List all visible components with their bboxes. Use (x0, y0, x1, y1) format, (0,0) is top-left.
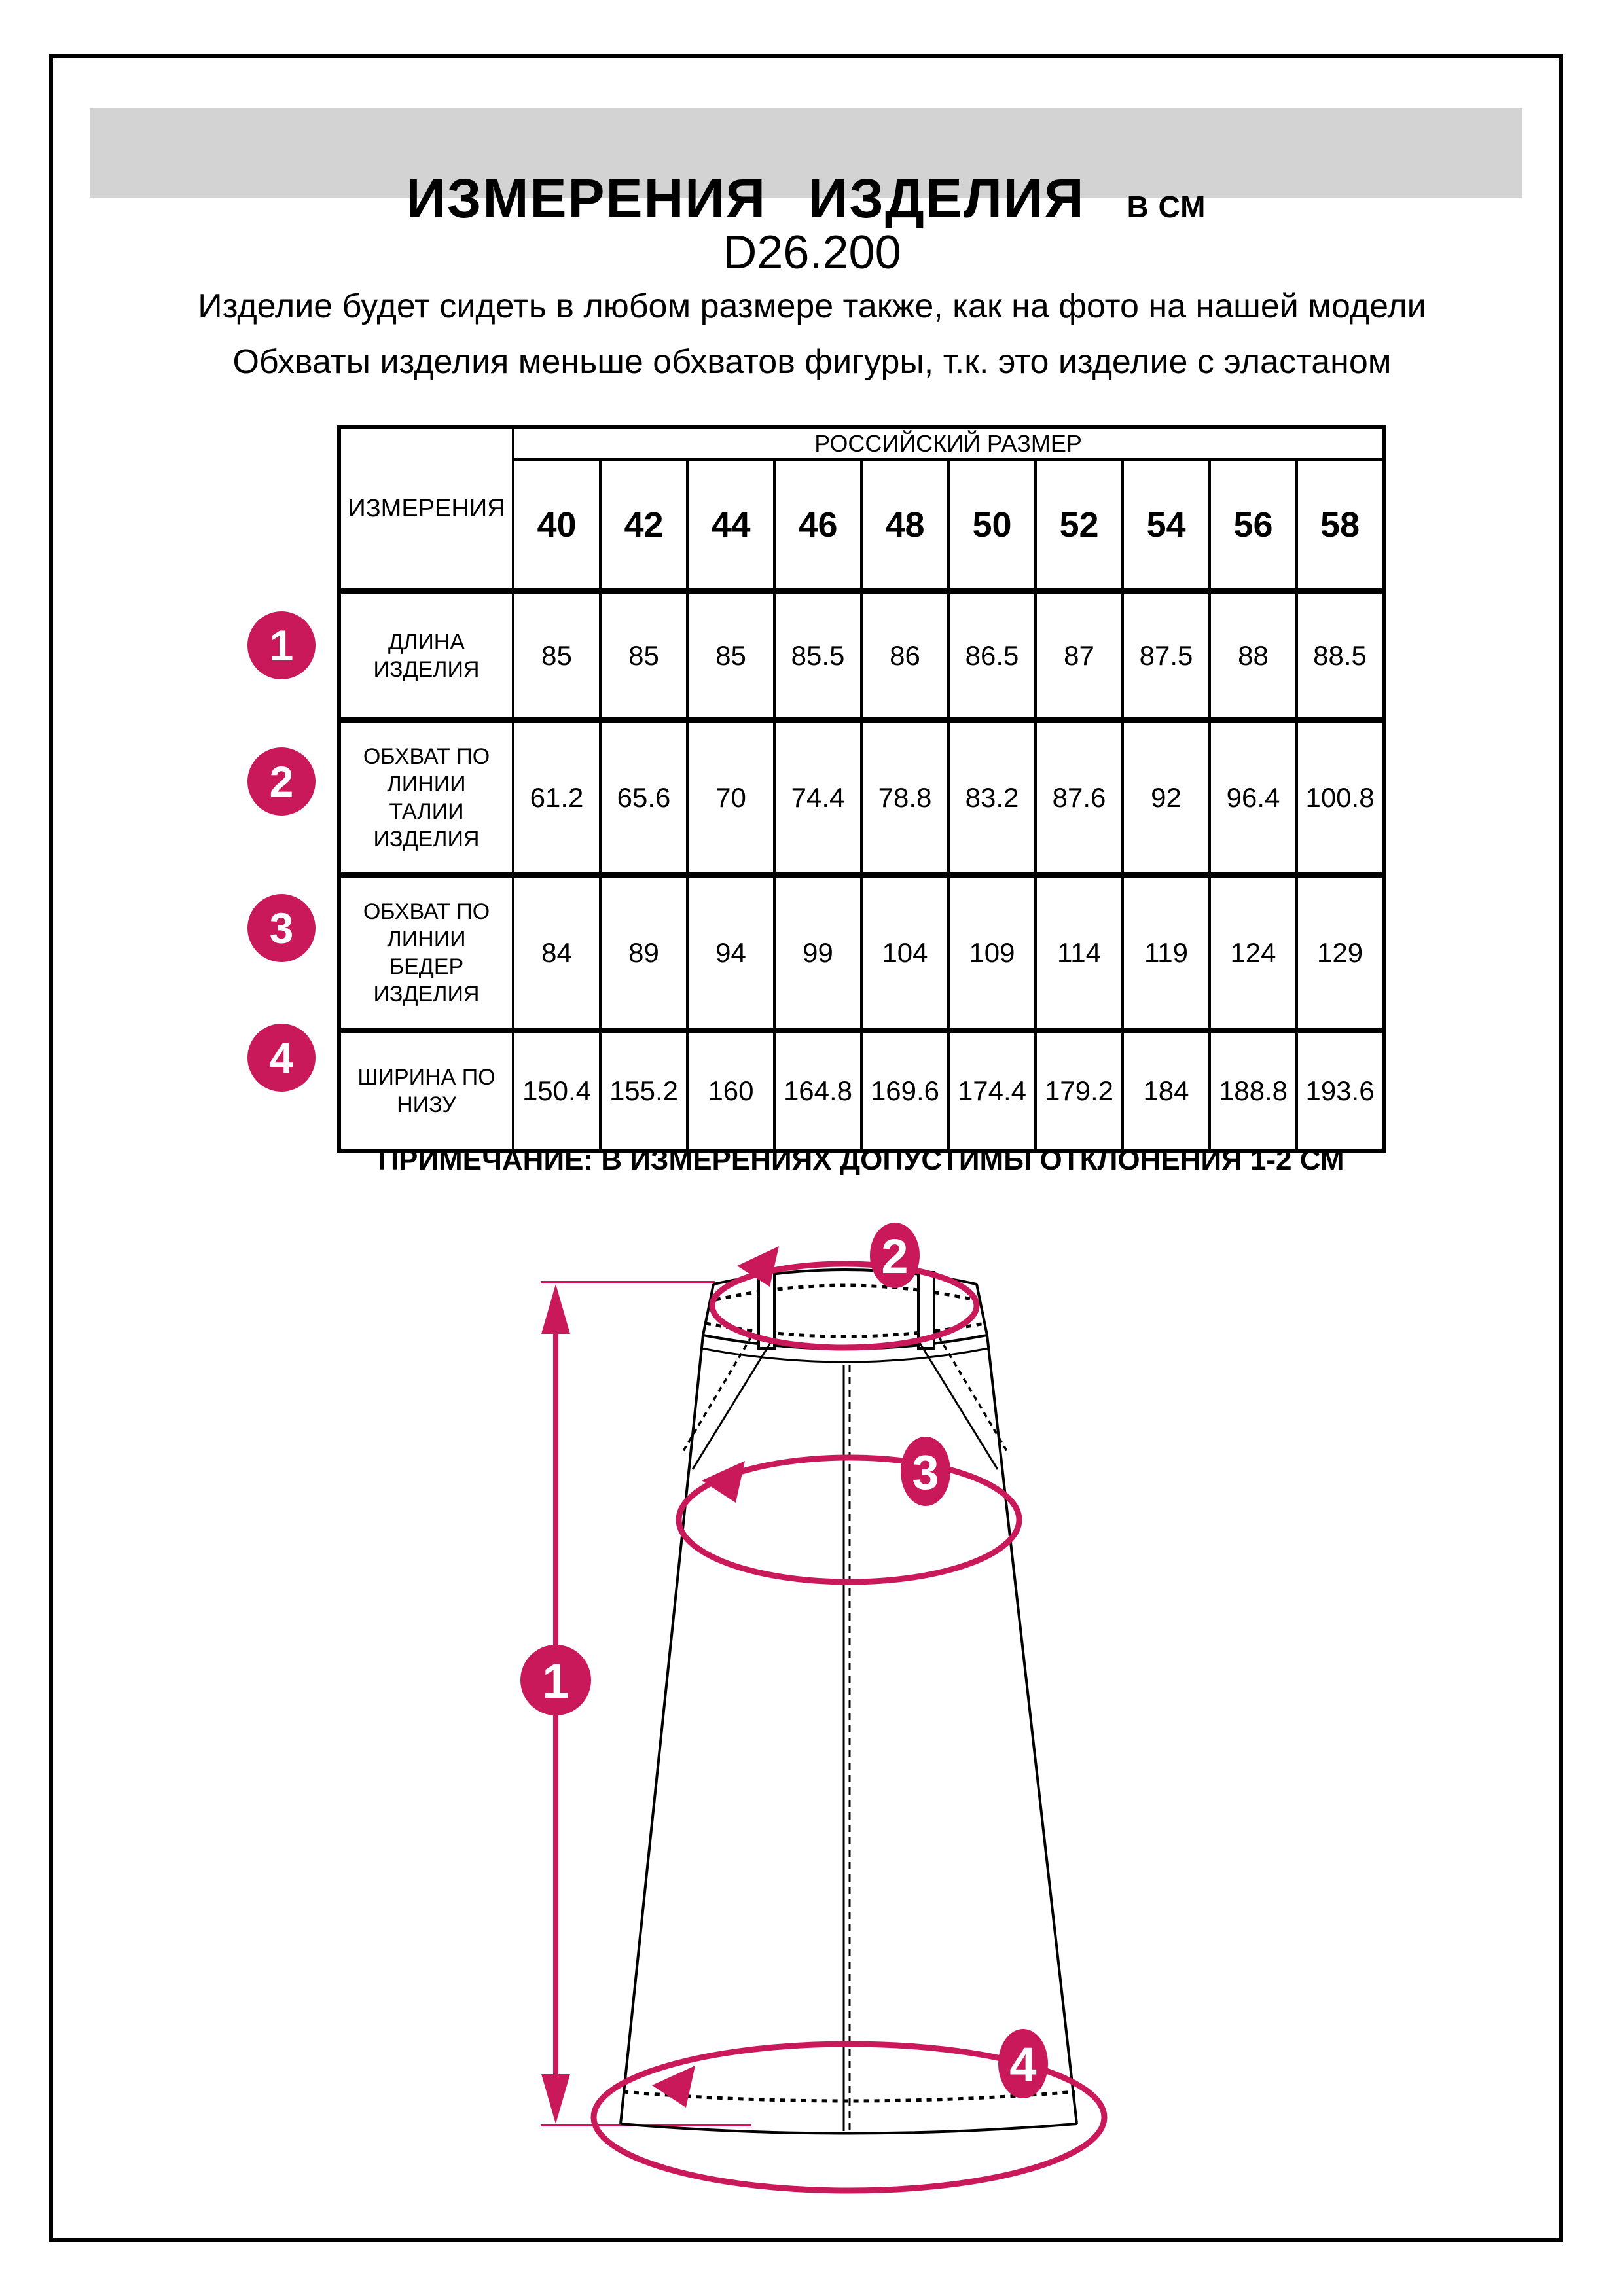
size-header-cell: 40 (513, 459, 600, 591)
value-cell: 74.4 (774, 720, 861, 875)
size-header-cell: 54 (1123, 459, 1210, 591)
size-header-cell: 42 (600, 459, 687, 591)
measurements-column-header: ИЗМЕРЕНИЯ (339, 427, 513, 591)
value-cell: 150.4 (513, 1030, 600, 1151)
value-cell: 160 (687, 1030, 774, 1151)
value-cell: 100.8 (1297, 720, 1384, 875)
value-cell: 188.8 (1210, 1030, 1297, 1151)
value-cell: 119 (1123, 875, 1210, 1030)
value-cell: 83.2 (948, 720, 1036, 875)
value-cell: 85 (687, 591, 774, 720)
diagram-badge-3 (901, 1437, 950, 1506)
side-seam-left (621, 1335, 703, 2124)
arrow-down-icon (541, 2074, 570, 2124)
arrow-left-icon (702, 1461, 745, 1503)
arrow-left-icon (652, 2066, 695, 2108)
size-header-cell: 56 (1210, 459, 1297, 591)
model-code: D26.200 (723, 226, 901, 279)
size-header-cell: 44 (687, 459, 774, 591)
row-badge-2: 2 (247, 747, 316, 816)
row-label: ОБХВАТ ПО ЛИНИИ БЕДЕР ИЗДЕЛИЯ (339, 875, 513, 1030)
subtitle-line-2: Обхваты изделия меньше обхватов фигуры, т.к. это изделие с эластаном (232, 343, 1392, 381)
size-header-cell: 48 (861, 459, 948, 591)
page-title-word-1: ИЗМЕРЕНИЯ (406, 168, 767, 229)
size-header-cell: 58 (1297, 459, 1384, 591)
svg-text:3: 3 (912, 1445, 939, 1499)
value-cell: 85 (600, 591, 687, 720)
page-title-word-2: ИЗДЕЛИЯ (808, 168, 1085, 229)
value-cell: 85.5 (774, 591, 861, 720)
diagram-badge-1 (520, 1645, 591, 1715)
value-cell: 109 (948, 875, 1036, 1030)
size-group-header: РОССИЙСКИЙ РАЗМЕР (513, 427, 1384, 459)
value-cell: 65.6 (600, 720, 687, 875)
value-cell: 169.6 (861, 1030, 948, 1151)
value-cell: 155.2 (600, 1030, 687, 1151)
value-cell: 89 (600, 875, 687, 1030)
value-cell: 88 (1210, 591, 1297, 720)
svg-text:1: 1 (542, 1654, 569, 1708)
value-cell: 174.4 (948, 1030, 1036, 1151)
svg-text:4: 4 (1009, 2037, 1037, 2092)
value-cell: 78.8 (861, 720, 948, 875)
subtitle-line-1: Изделие будет сидеть в любом размере также, как на фото на нашей модели (198, 287, 1426, 325)
value-cell: 70 (687, 720, 774, 875)
row-label: ОБХВАТ ПО ЛИНИИ ТАЛИИ ИЗДЕЛИЯ (339, 720, 513, 875)
row-label: ДЛИНА ИЗДЕЛИЯ (339, 591, 513, 720)
size-header-cell: 46 (774, 459, 861, 591)
value-cell: 84 (513, 875, 600, 1030)
page-title-unit: В СМ (1127, 190, 1206, 224)
value-cell: 86.5 (948, 591, 1036, 720)
value-cell: 85 (513, 591, 600, 720)
value-cell: 87.5 (1123, 591, 1210, 720)
value-cell: 184 (1123, 1030, 1210, 1151)
value-cell: 99 (774, 875, 861, 1030)
diagram-badge-4 (998, 2029, 1048, 2098)
svg-text:2: 2 (881, 1229, 909, 1283)
value-cell: 129 (1297, 875, 1384, 1030)
row-label: ШИРИНА ПО НИЗУ (339, 1030, 513, 1151)
arrow-up-icon (541, 1284, 570, 1334)
value-cell: 104 (861, 875, 948, 1030)
value-cell: 92 (1123, 720, 1210, 875)
value-cell: 87 (1036, 591, 1123, 720)
diagram-badge-2 (870, 1223, 920, 1288)
pocket-left (693, 1342, 771, 1469)
tolerance-note: ПРИМЕЧАНИЕ: В ИЗМЕРЕНИЯХ ДОПУСТИМЫ ОТКЛОНЕНИЯ 1-2 СМ (378, 1144, 1344, 1176)
row-badge-1: 1 (247, 611, 316, 679)
value-cell: 193.6 (1297, 1030, 1384, 1151)
value-cell: 94 (687, 875, 774, 1030)
value-cell: 124 (1210, 875, 1297, 1030)
value-cell: 86 (861, 591, 948, 720)
value-cell: 114 (1036, 875, 1123, 1030)
value-cell: 87.6 (1036, 720, 1123, 875)
size-header-cell: 50 (948, 459, 1036, 591)
value-cell: 88.5 (1297, 591, 1384, 720)
value-cell: 61.2 (513, 720, 600, 875)
row-badge-4: 4 (247, 1024, 316, 1092)
size-header-cell: 52 (1036, 459, 1123, 591)
value-cell: 164.8 (774, 1030, 861, 1151)
value-cell: 179.2 (1036, 1030, 1123, 1151)
row-badge-3: 3 (247, 894, 316, 962)
side-seam-right (987, 1335, 1077, 2124)
value-cell: 96.4 (1210, 720, 1297, 875)
